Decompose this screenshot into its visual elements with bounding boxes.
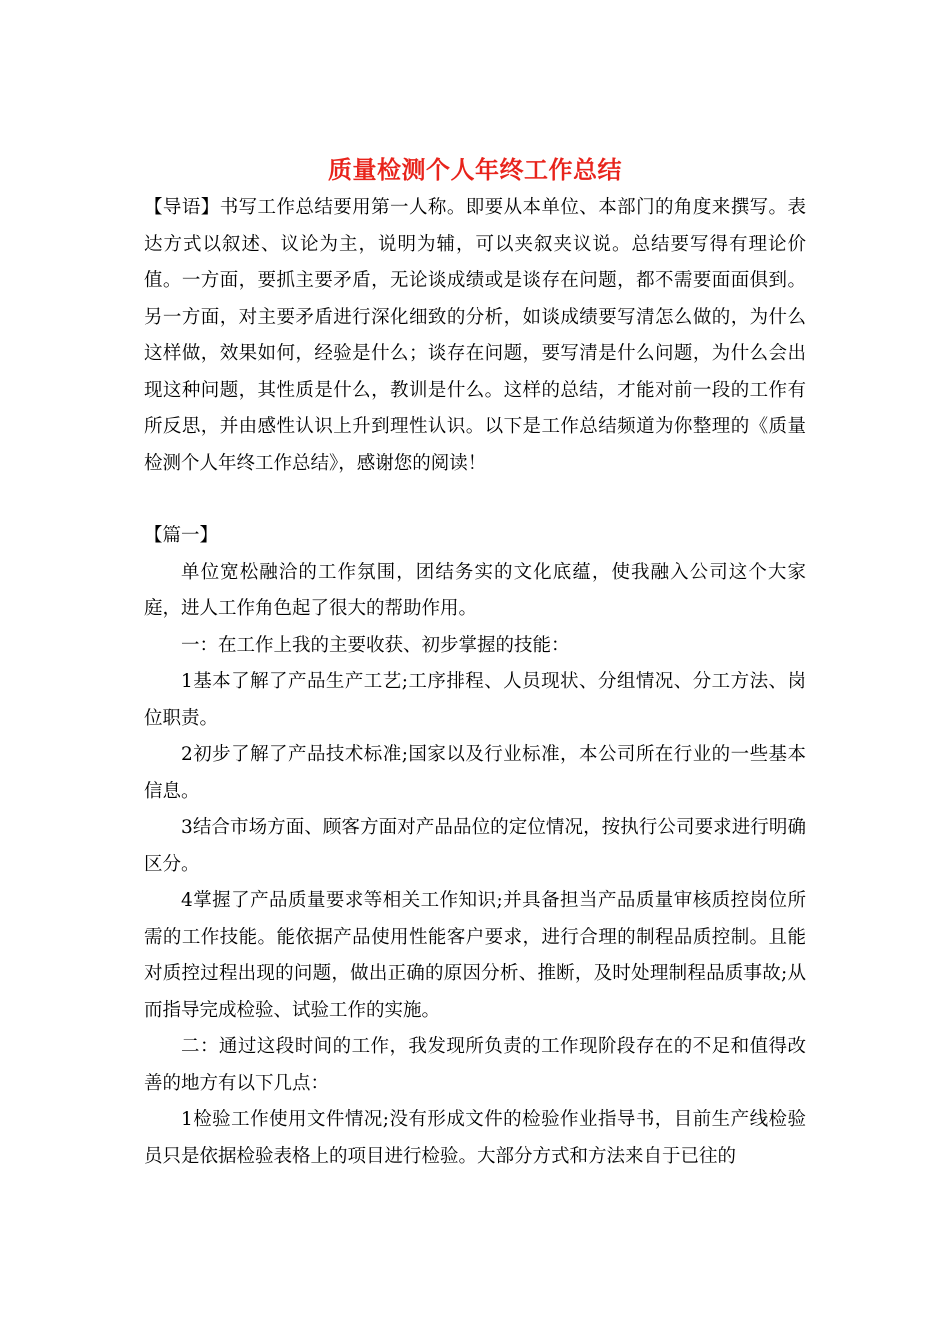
paragraph-2: 一：在工作上我的主要收获、初步掌握的技能： (181, 634, 570, 656)
intro-paragraph: 【导语】书写工作总结要用第一人称。即要从本单位、本部门的角度来撰写。表达方式以叙述、议论为主，说明为辅，可以夹叙夹议说。总结要写得有理论价值。一方面，要抓主要矛盾，无论谈成绩或是谈存在问题，都不需要面面俱到。另一方面，对主要矛盾进行深化细致的分析，如谈成绩要写清怎么做的，为什么这样做，效果如何，经验是什么；谈存在问题，要写清是什么问题，为什么会出现这种问题，其性质是什么，教训是什么。这样的总结，才能对前一段的工作有所反思，并由感性认识上升到理性认识。以下是工作总结频道为你整理的《质量检测个人年终工作总结》，感谢您的阅读！ (144, 197, 806, 474)
document-title: 质量检测个人年终工作总结 (328, 155, 622, 184)
paragraph-7: 二：通过这段时间的工作，我发现所负责的工作现阶段存在的不足和值得改善的地方有以下几点： (144, 1036, 806, 1094)
paragraph-3: 1基本了解了产品生产工艺;工序排程、人员现状、分组情况、分工方法、岗位职责。 (144, 671, 806, 729)
document-page (144, 150, 806, 1175)
paragraph-8: 1检验工作使用文件情况;没有形成文件的检验作业指导书，目前生产线检验员只是依据检验表格上的项目进行检验。大部分方式和方法来自于已往的 (144, 1109, 806, 1167)
paragraph-4: 2初步了解了产品技术标准;国家以及行业标准，本公司所在行业的一些基本信息。 (144, 744, 806, 802)
paragraph-5: 3结合市场方面、顾客方面对产品品位的定位情况，按执行公司要求进行明确区分。 (144, 817, 806, 875)
paragraph-6: 4掌握了产品质量要求等相关工作知识;并具备担当产品质量审核质控岗位所需的工作技能。能依据产品使用性能客户要求，进行合理的制程品质控制。且能对质控过程出现的问题，做出正确的原因分析、推断，及时处理制程品质事故;从而指导完成检验、试验工作的实施。 (144, 890, 806, 1021)
paragraph-1: 单位宽松融洽的工作氛围，团结务实的文化底蕴，使我融入公司这个大家庭，进人工作角色起了很大的帮助作用。 (144, 561, 806, 619)
section-label: 【篇一】 (144, 525, 219, 546)
